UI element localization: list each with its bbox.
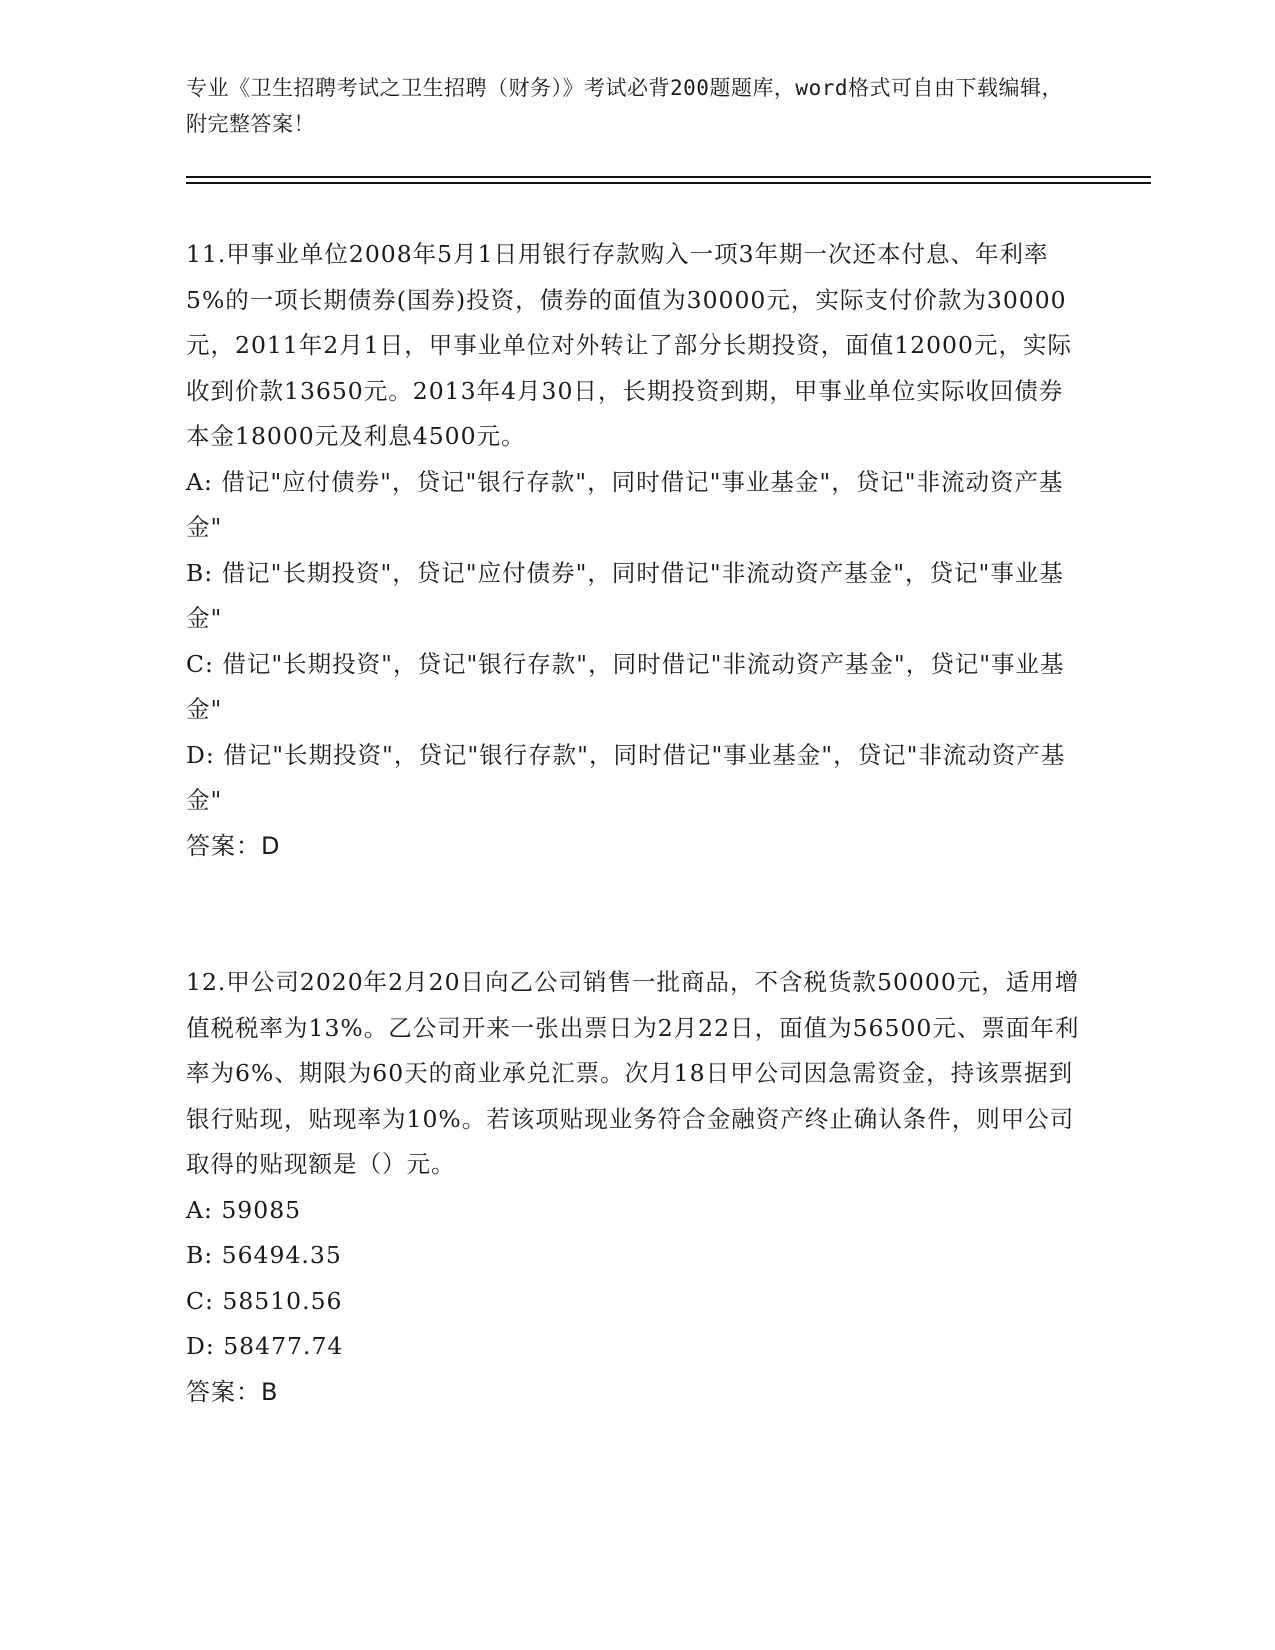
question-12 bbox=[186, 960, 1086, 1415]
question-stem bbox=[186, 232, 1086, 460]
option-c: C: 58510.56 bbox=[186, 1286, 343, 1315]
question-text: 甲事业单位2008年5月1日用银行存款购入一项3年期一次还本付息、年利率5%的一项长期债券(国券)投资，债券的面值为30000元，实际支付价款为30000元，2011年2月1日，甲事业单位对外转让了部分长期投资，面值12000元，实际收到价款13650元。2013年4月30日，长期投资到期，甲事业单位实际收回债券本金18000元及利息4500元。 bbox=[186, 240, 1072, 450]
option-b: B: 56494.35 bbox=[186, 1241, 342, 1269]
header-divider-bottom bbox=[186, 182, 1151, 184]
question-stem bbox=[186, 960, 1086, 1188]
option-d: D: 58477.74 bbox=[186, 1332, 344, 1360]
option-d: D: 借记"长期投资"，贷记"银行存款"，同时借记"事业基金"，贷记"非流动资产基金" bbox=[186, 740, 1066, 814]
option-c: C: 借记"长期投资"，贷记"银行存款"，同时借记"非流动资产基金"，贷记"事业基金" bbox=[186, 649, 1065, 723]
question-number: 12. bbox=[186, 968, 227, 996]
answer-line: 答案：B bbox=[186, 1377, 279, 1406]
option-a: A: 59085 bbox=[186, 1195, 302, 1224]
option-a: A: 借记"应付债券"，贷记"银行存款"，同时借记"事业基金"，贷记"非流动资产基金" bbox=[186, 467, 1064, 541]
question-number: 11. bbox=[186, 240, 227, 268]
question-text: 甲公司2020年2月20日向乙公司销售一批商品，不含税货款50000元，适用增值税税率为13%。乙公司开来一张出票日为2月22日，面值为56500元、票面年利率为6%、期限为60天的商业承兑汇票。次月18日甲公司因急需资金，持该票据到银行贴现，贴现率为10%。若该项贴现业务符合金融资产终止确认条件，则甲公司取得的贴现额是（）元。 bbox=[186, 968, 1080, 1178]
question-11 bbox=[186, 232, 1086, 869]
document-header: 专业《卫生招聘考试之卫生招聘（财务）》考试必背200题题库，word格式可自由下载编辑，附完整答案！ bbox=[186, 76, 1063, 136]
header-divider-top bbox=[186, 176, 1151, 178]
answer-line: 答案：D bbox=[186, 831, 281, 860]
option-b: B: 借记"长期投资"，贷记"应付债券"，同时借记"非流动资产基金"，贷记"事业基金" bbox=[186, 558, 1064, 632]
